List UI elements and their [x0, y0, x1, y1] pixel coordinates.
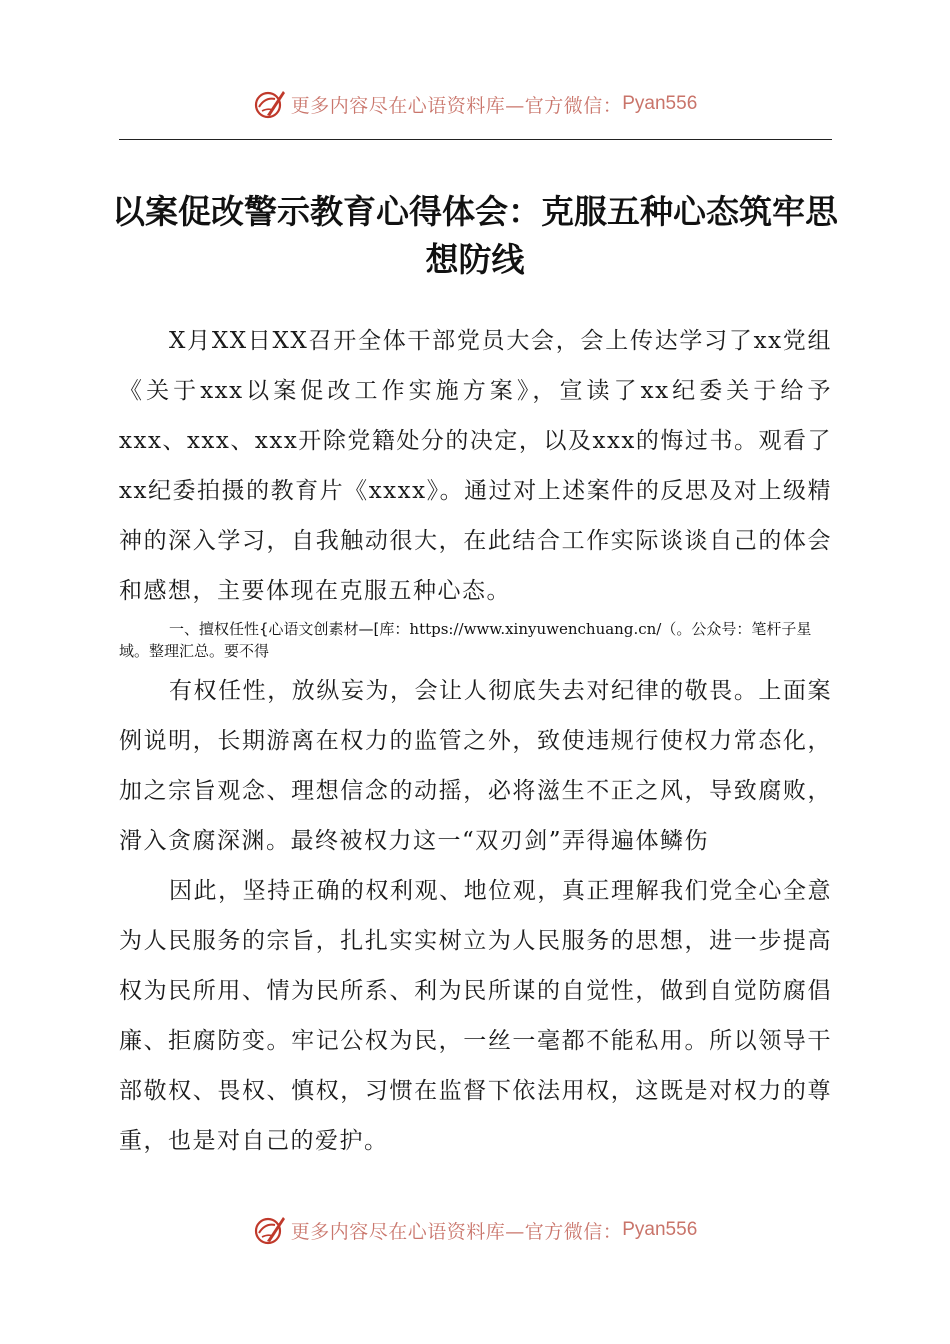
wechat-id: Pyan556 — [622, 93, 698, 114]
body-paragraph: 有权任性，放纵妄为，会让人彻底失去对纪律的敬畏。上面案例说明，长期游离在权力的监管之外，致使违规行使权力常态化，加之宗旨观念、理想信念的动摇，必将滋生不正之风，导致腐败，滑入贪腐深渊。最终被权力这一“双刃剑”弄得遍体鳞伤 — [119, 678, 832, 854]
pen-logo-icon — [253, 87, 287, 121]
banner-text: 更多内容尽在心语资料库—官方微信： — [290, 94, 623, 117]
section-heading — [119, 618, 832, 662]
section-heading-lead: 一、擅权任性{心语文创素材—[库： — [169, 620, 410, 638]
header-banner — [0, 84, 950, 124]
document-body — [119, 316, 832, 1166]
banner-text: 更多内容尽在心语资料库—官方微信： — [290, 1220, 623, 1243]
body-paragraph: 因此，坚持正确的权利观、地位观，真正理解我们党全心全意为人民服务的宗旨，扎扎实实树立为人民服务的思想，进一步提高权为民所用、情为民所系、利为民所谋的自觉性，做到自觉防腐倡廉、拒腐防变。牢记公权为民，一丝一毫都不能私用。所以领导干部敬权、畏权、慎权，习惯在监督下依法用权，这既是对权力的尊重，也是对自己的爱护。 — [119, 878, 832, 1154]
pen-logo-icon — [253, 1213, 287, 1247]
header-divider — [119, 139, 832, 140]
wechat-id: Pyan556 — [622, 1219, 698, 1240]
document-title: 以案促改警示教育心得体会：克服五种心态筑牢思想防线 — [112, 192, 838, 279]
section-heading-url: https://www.xinyuwenchuang.cn/ — [409, 620, 662, 638]
body-paragraph: X月XX日XX召开全体干部党员大会，会上传达学习了xx党组《关于xxx以案促改工作实施方案》，宣读了xx纪委关于给予xxx、xxx、xxx开除党籍处分的决定，以及xxx的悔过书。观看了xx纪委拍摄的教育片《xxxx》。通过对上述案件的反思及对上级精神的深入学习，自我触动很大，在此结合工作实际谈谈自己的体会和感想，主要体现在克服五种心态。 — [119, 328, 832, 604]
footer-banner — [0, 1210, 950, 1250]
section-heading-tail: （。公众号：笔杆子星域。整理汇总。要不得 — [119, 620, 812, 660]
